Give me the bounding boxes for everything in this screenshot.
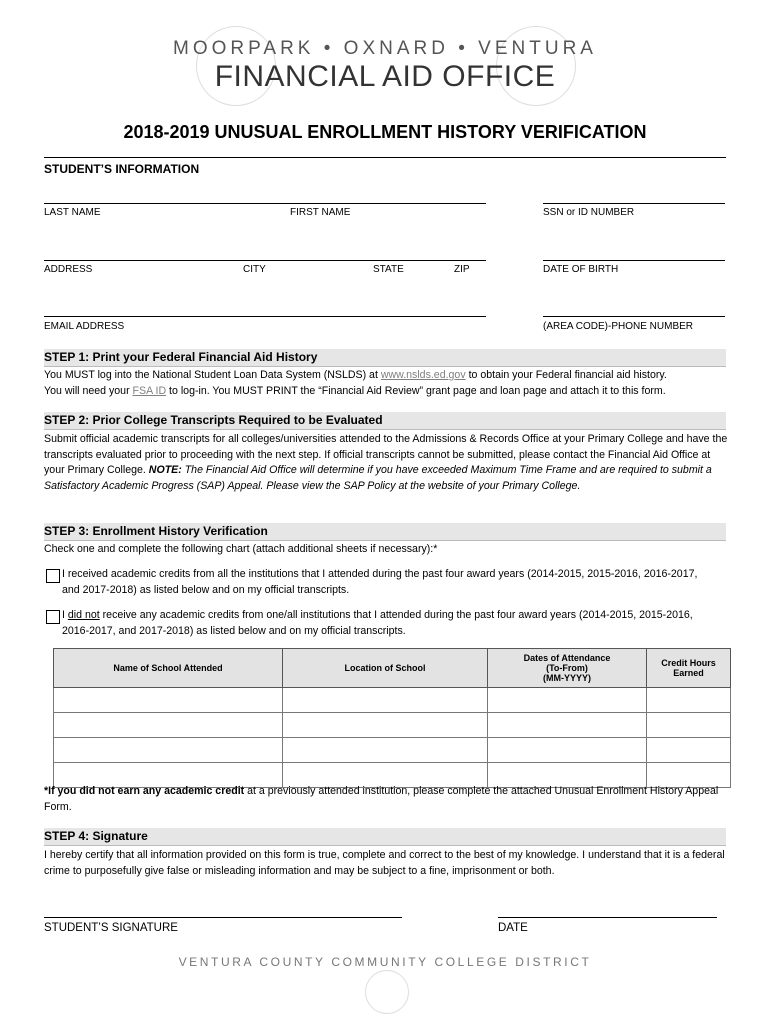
col-location: Location of School xyxy=(283,649,488,688)
phone-label: (AREA CODE)-PHONE NUMBER xyxy=(543,321,694,332)
zip-label: ZIP xyxy=(454,264,470,275)
email-line[interactable] xyxy=(44,316,486,317)
step4-heading: STEP 4: Signature xyxy=(44,828,726,846)
option2-text-a: I xyxy=(62,609,68,621)
step1-text-d: to log-in. You MUST PRINT the “Financial Aid Review” grant page and loan page and attach it to this form. xyxy=(166,384,666,397)
table-cell[interactable] xyxy=(647,688,731,713)
col-credit-1: Credit Hours xyxy=(661,658,716,668)
first-name-label: FIRST NAME xyxy=(290,207,351,218)
title-rule xyxy=(44,157,726,158)
step2-text-a: Submit official academic transcripts for all colleges/universities attended to the Admissions & Records Office at your Primary College and have the transcripts evaluated prior to proceeding with the next step. If official transcripts cannot be submitted, please contact the Financial Aid Office at your Primary College. xyxy=(44,433,728,476)
address-label: ADDRESS xyxy=(44,264,93,275)
dob-line[interactable] xyxy=(543,260,725,261)
table-row xyxy=(54,738,731,763)
table-cell[interactable] xyxy=(54,688,283,713)
table-cell[interactable] xyxy=(283,738,488,763)
step2-note-text: The Financial Aid Office will determine if you have exceeded Maximum Time Frame and are required to submit a Satisfactory Academic Progress (SAP) Appeal. Please view the SAP Policy at the website of your Primary College. xyxy=(44,464,712,492)
table-row xyxy=(54,688,731,713)
signature-line[interactable] xyxy=(44,917,402,918)
phone-line[interactable] xyxy=(543,316,725,317)
email-label: EMAIL ADDRESS xyxy=(44,321,125,332)
table-row xyxy=(54,713,731,738)
col-dates-1: Dates of Attendance xyxy=(523,653,611,663)
step2-heading: STEP 2: Prior College Transcripts Required to be Evaluated xyxy=(44,412,726,430)
col-dates-2: (To-From) xyxy=(546,663,588,673)
option2-did-not: did not xyxy=(67,609,100,621)
footnote-text: at a previously attended institution, please complete the attached Unusual Enrollment History Appeal Form. xyxy=(44,785,719,813)
option1-text: I received academic credits from all the institutions that I attended during the past four award years (2014-2015, 2015-2016, 2016-2017, and 2017-2018) as listed below and on my official transcripts. xyxy=(62,568,698,596)
option2-text-b: receive any academic credits from one/all institutions that I attended during the past four award years (2014-2015, 2015-2016, 2016-2017, and 2017-2018) as listed below and on my official transcripts. xyxy=(62,609,693,637)
footer-seal-watermark xyxy=(365,970,409,1014)
table-cell[interactable] xyxy=(647,738,731,763)
table-cell[interactable] xyxy=(647,713,731,738)
step1-text-a: You MUST log into the National Student Loan Data System (NSLDS) at xyxy=(44,369,381,381)
col-credit-2: Earned xyxy=(673,668,704,678)
step3-instruction: Check one and complete the following chart (attach additional sheets if necessary):* xyxy=(44,543,438,555)
date-label: DATE xyxy=(498,922,528,934)
footnote-bold: *If you did not earn any academic credit xyxy=(44,785,245,797)
step1-text xyxy=(44,368,728,399)
student-info-heading: STUDENT’S INFORMATION xyxy=(44,162,200,176)
address-line[interactable] xyxy=(44,260,486,261)
option2-checkbox[interactable] xyxy=(46,610,60,624)
state-label: STATE xyxy=(373,264,404,275)
name-line[interactable] xyxy=(44,203,486,204)
step2-note-label: NOTE: xyxy=(148,464,182,476)
table-cell[interactable] xyxy=(283,713,488,738)
col-school: Name of School Attended xyxy=(54,649,283,688)
date-line[interactable] xyxy=(498,917,717,918)
step3-footnote xyxy=(44,784,728,815)
col-dates xyxy=(488,649,647,688)
signature-label: STUDENT’S SIGNATURE xyxy=(44,922,178,934)
table-cell[interactable] xyxy=(488,713,647,738)
table-cell[interactable] xyxy=(54,713,283,738)
option2-text xyxy=(62,608,714,639)
col-credit xyxy=(647,649,731,688)
table-header-row xyxy=(54,649,731,688)
table-cell[interactable] xyxy=(488,738,647,763)
dob-label: DATE OF BIRTH xyxy=(543,264,619,275)
colleges-heading: MOORPARK • OXNARD • VENTURA xyxy=(173,38,597,59)
ssn-line[interactable] xyxy=(543,203,725,204)
step1-heading: STEP 1: Print your Federal Financial Aid History xyxy=(44,349,726,367)
city-label: CITY xyxy=(243,264,266,275)
col-dates-3: (MM-YYYY) xyxy=(543,673,591,683)
page-title: 2018-2019 UNUSUAL ENROLLMENT HISTORY VERIFICATION xyxy=(123,122,647,142)
office-heading: FINANCIAL AID OFFICE xyxy=(214,60,556,93)
fsa-id-link[interactable]: FSA ID xyxy=(132,384,167,397)
step2-text xyxy=(44,432,728,494)
enrollment-history-table xyxy=(53,648,731,788)
option1-checkbox[interactable] xyxy=(46,569,60,583)
table-cell[interactable] xyxy=(54,738,283,763)
step4-text: I hereby certify that all information provided on this form is true, complete and correct to the best of my knowledge. I understand that it is a federal crime to purposefully give false or misleading information and may be subject to a fine, imprisonment or both. xyxy=(44,849,725,877)
district-footer: VENTURA COUNTY COMMUNITY COLLEGE DISTRICT xyxy=(178,955,592,969)
step1-text-b: to obtain your Federal financial aid history. xyxy=(465,369,667,381)
table-cell[interactable] xyxy=(488,688,647,713)
table-cell[interactable] xyxy=(283,688,488,713)
nslds-link[interactable]: www.nslds.ed.gov xyxy=(380,369,466,381)
step1-text-c: You will need your xyxy=(44,384,133,397)
last-name-label: LAST NAME xyxy=(44,207,101,218)
step3-heading: STEP 3: Enrollment History Verification xyxy=(44,523,726,541)
ssn-label: SSN or ID NUMBER xyxy=(543,207,635,218)
